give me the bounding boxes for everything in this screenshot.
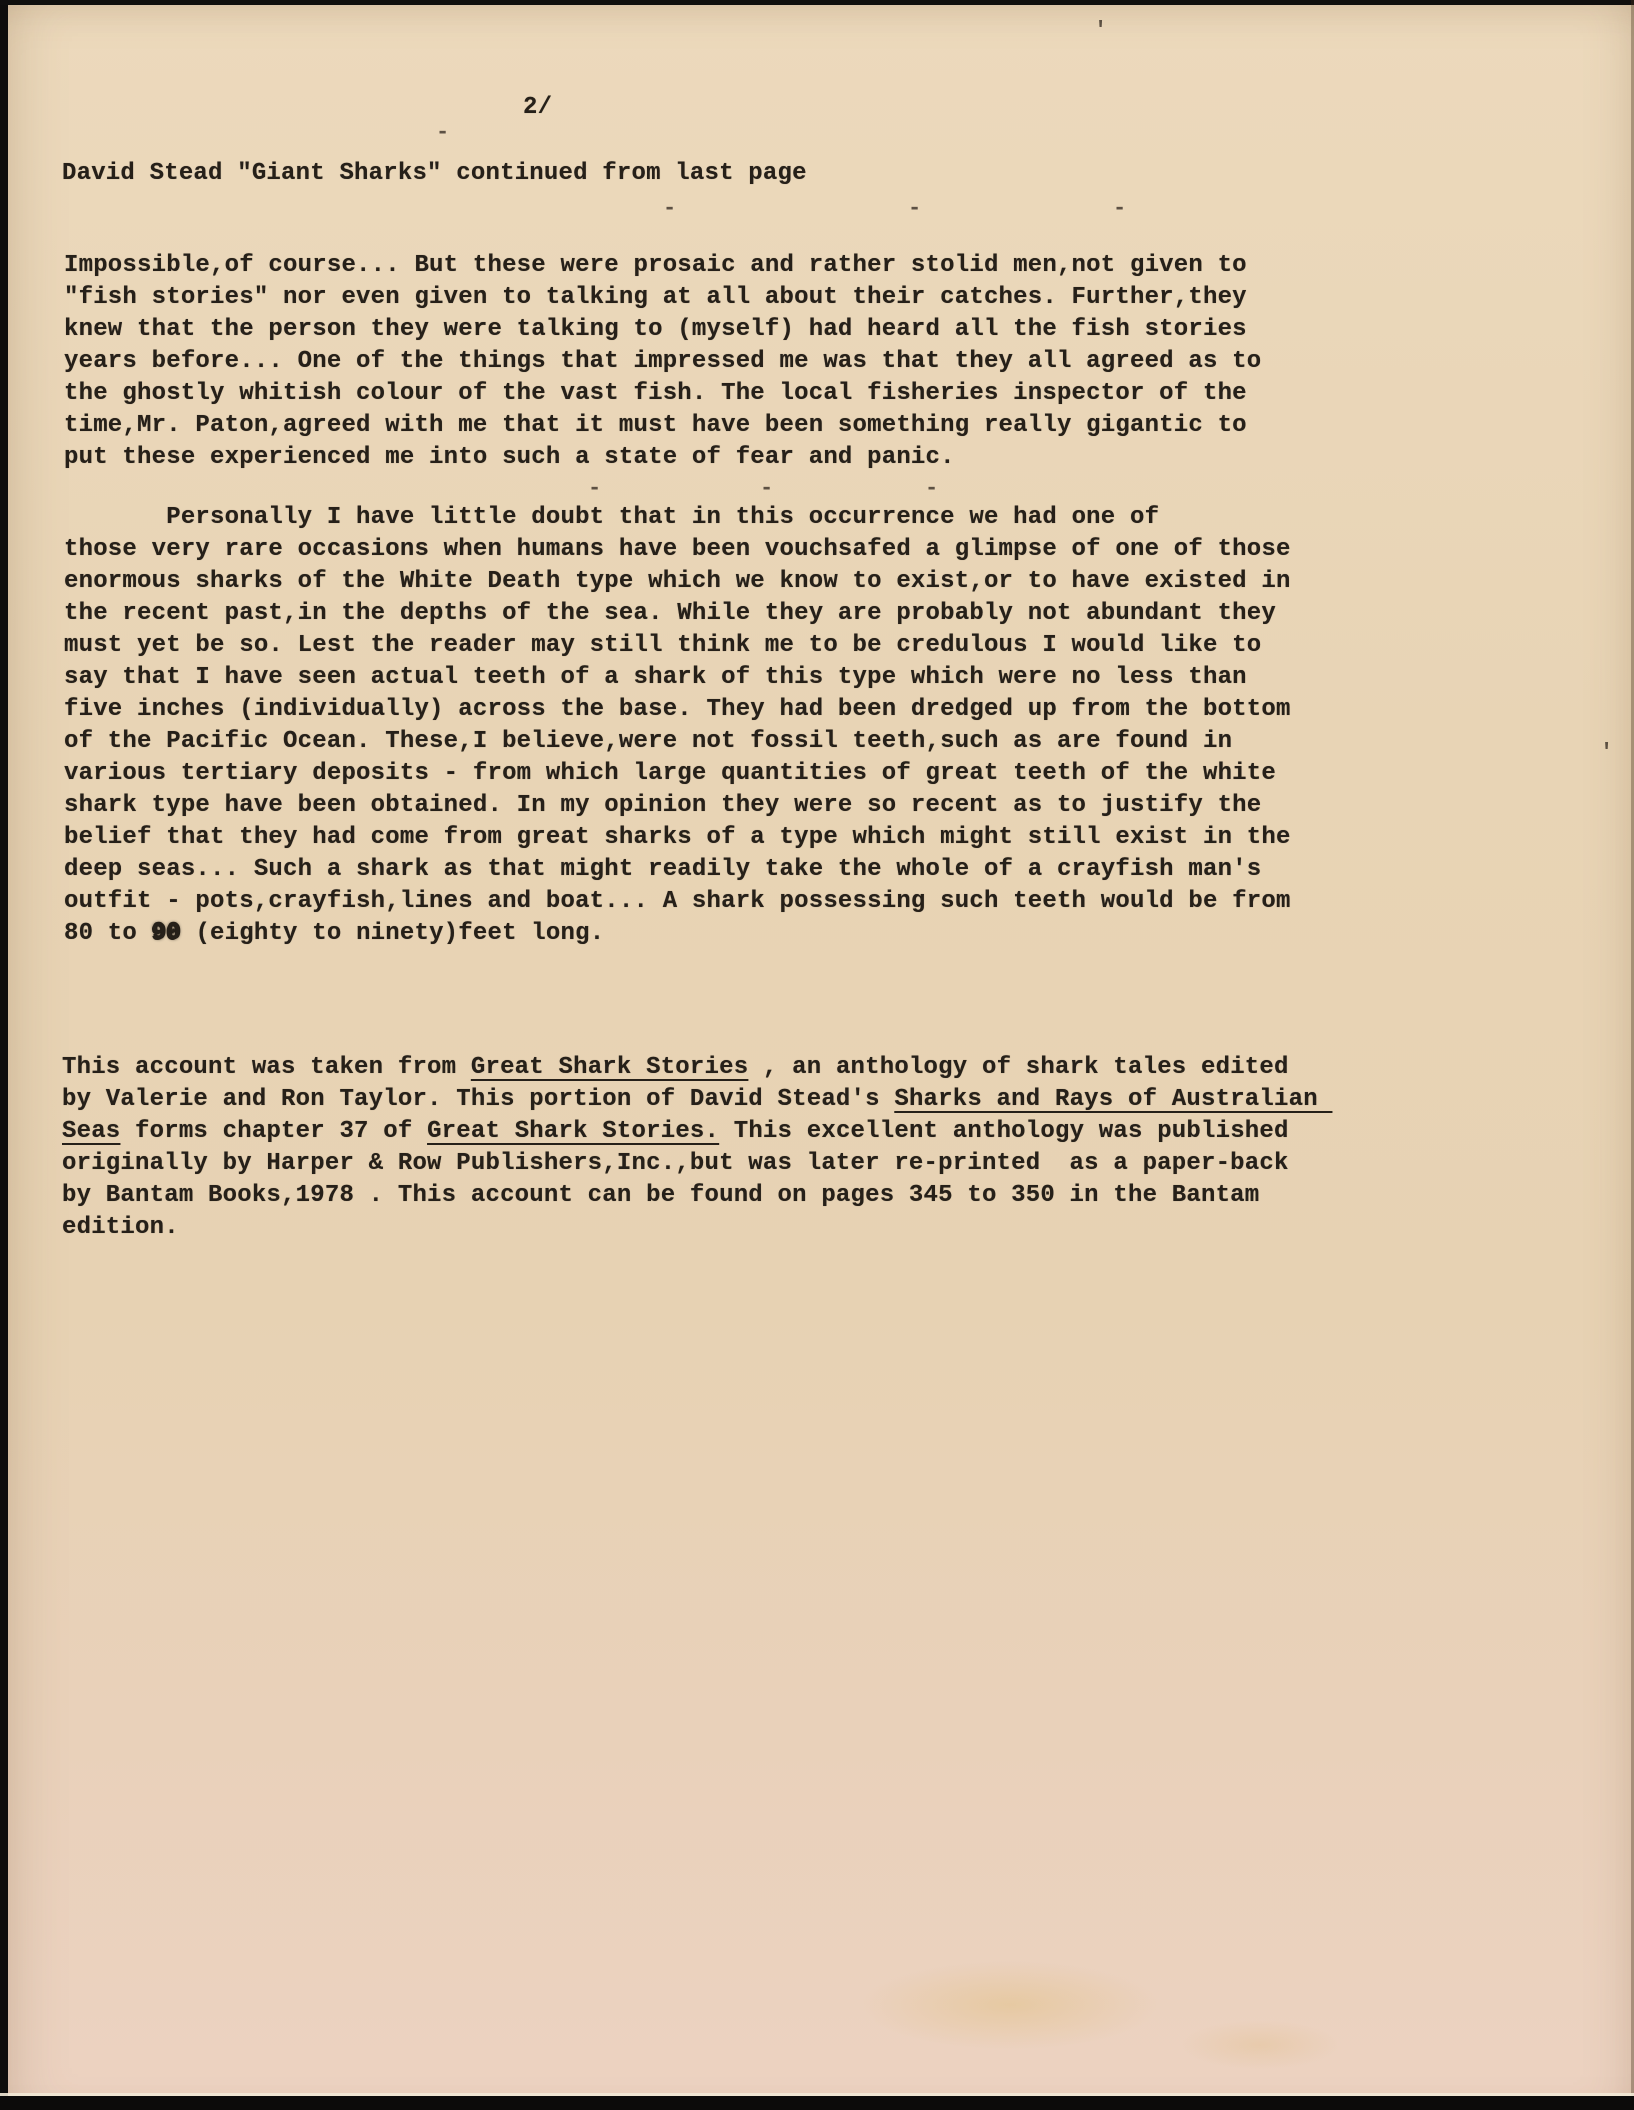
text-segment: edition. bbox=[62, 1214, 179, 1241]
text-segment: originally by Harper & Row Publishers,Inc.,but was later re-printed as a paper-back bbox=[62, 1150, 1289, 1177]
text-segment: years before... One of the things that impressed me was that they all agreed as to bbox=[64, 348, 1262, 375]
text-segment: belief that they had come from great sharks of a type which might still exist in the bbox=[64, 824, 1291, 851]
document-header: David Stead "Giant Sharks" continued from last page bbox=[62, 160, 807, 187]
paper-stain bbox=[860, 1960, 1160, 2050]
text-segment: must yet be so. Lest the reader may still think me to be credulous I would like to bbox=[64, 632, 1262, 659]
text-segment: 80 to bbox=[64, 920, 152, 947]
scan-edge-bottom bbox=[0, 2096, 1634, 2110]
text-segment: say that I have seen actual teeth of a shark of this type which were no less than bbox=[64, 664, 1247, 691]
text-segment: by Bantam Books,1978 . This account can be found on pages 345 to 350 in the Bantam bbox=[62, 1182, 1260, 1209]
text-segment: 90 bbox=[151, 920, 181, 947]
typewriter-stray-dash: - bbox=[588, 476, 602, 501]
text-segment: of the Pacific Ocean. These,I believe,were not fossil teeth,such as are found in bbox=[64, 728, 1233, 755]
text-segment: , an anthology of shark tales edited bbox=[748, 1054, 1289, 1081]
text-segment: outfit - pots,crayfish,lines and boat... A shark possessing such teeth would be from bbox=[64, 888, 1291, 915]
text-segment: shark type have been obtained. In my opinion they were so recent as to justify the bbox=[64, 792, 1262, 819]
text-segment: knew that the person they were talking to (myself) had heard all the fish stories bbox=[64, 316, 1247, 343]
text-segment: those very rare occasions when humans have been vouchsafed a glimpse of one of those bbox=[64, 536, 1291, 563]
paper-stain bbox=[1180, 2020, 1340, 2070]
text-segment: Personally I have little doubt that in this occurrence we had one of bbox=[64, 504, 1160, 531]
text-segment: Impossible,of course... But these were prosaic and rather stolid men,not given to bbox=[64, 252, 1247, 279]
text-segment: time,Mr. Paton,agreed with me that it must have been something really gigantic to bbox=[64, 412, 1247, 439]
text-segment: "fish stories" nor even given to talking at all about their catches. Further,they bbox=[64, 284, 1247, 311]
text-segment: various tertiary deposits - from which large quantities of great teeth of the white bbox=[64, 760, 1276, 787]
underlined-title-text: Sharks and Rays of Australian bbox=[894, 1086, 1333, 1113]
typewriter-stray-dash: - bbox=[1113, 196, 1127, 221]
scan-speck: ' bbox=[1600, 740, 1614, 765]
typewriter-stray-dash: - bbox=[760, 476, 774, 501]
page-number: 2/ bbox=[523, 94, 553, 121]
underlined-title-text: Great Shark Stories bbox=[470, 1054, 749, 1081]
typewriter-stray-dash: - bbox=[436, 120, 450, 145]
text-segment: the ghostly whitish colour of the vast fish. The local fisheries inspector of the bbox=[64, 380, 1247, 407]
paragraph-impossible-of-course bbox=[64, 250, 1394, 474]
typewriter-stray-dash: - bbox=[925, 476, 939, 501]
typewriter-stray-dash: - bbox=[908, 196, 922, 221]
text-segment: by Valerie and Ron Taylor. This portion of David Stead's bbox=[62, 1086, 895, 1113]
text-segment: enormous sharks of the White Death type which we know to exist,or to have existed in bbox=[64, 568, 1291, 595]
text-segment: This account was taken from bbox=[62, 1054, 471, 1081]
paragraph-citation bbox=[62, 1052, 1422, 1244]
scan-edge-top bbox=[0, 0, 1634, 5]
text-segment: deep seas... Such a shark as that might readily take the whole of a crayfish man's bbox=[64, 856, 1262, 883]
text-segment: forms chapter 37 of bbox=[120, 1118, 428, 1145]
scan-edge-left bbox=[0, 0, 8, 2110]
text-segment: (eighty to ninety)feet long. bbox=[180, 920, 605, 947]
underlined-title-text: Great Shark Stories. bbox=[427, 1118, 720, 1145]
typewriter-stray-dash: - bbox=[663, 196, 677, 221]
paragraph-personally-i-have bbox=[64, 502, 1404, 950]
scan-speck: ' bbox=[1094, 18, 1108, 43]
text-segment: put these experienced me into such a state of fear and panic. bbox=[64, 444, 955, 471]
text-segment: This excellent anthology was published bbox=[719, 1118, 1289, 1145]
underlined-title-text: Seas bbox=[62, 1118, 121, 1145]
text-segment: the recent past,in the depths of the sea. While they are probably not abundant they bbox=[64, 600, 1276, 627]
text-segment: five inches (individually) across the base. They had been dredged up from the bottom bbox=[64, 696, 1291, 723]
